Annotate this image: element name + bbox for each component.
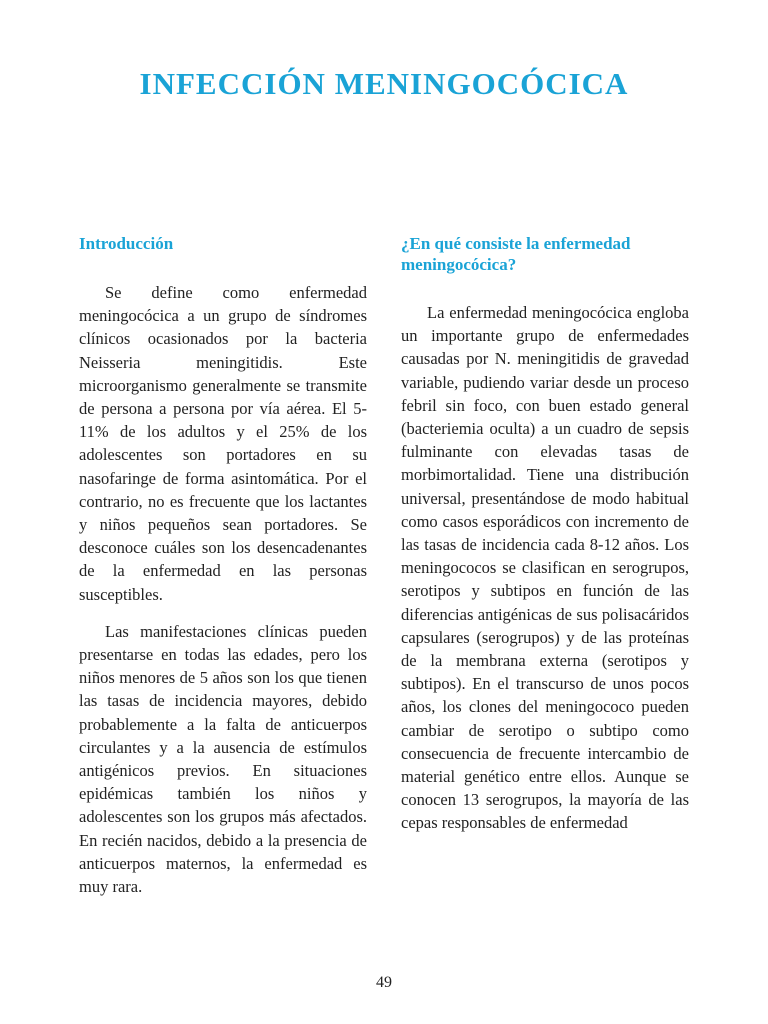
paragraph: Se define como enfermedad meningocócica a un grupo de síndromes clínicos ocasionados por la bacteria Neisseria meningitidis. Este microorganismo generalmente se transmite de persona a persona por vía aérea. El 5-11% de los adultos y el 25% de los adolescentes son portadores en su nasofaringe de forma asintomática. Por el contrario, no es frecuente que los lactantes y niños pequeños sean portadores. Se desconoce cuáles son los desencadenantes de la enfermedad en las personas susceptibles. [79,283,367,604]
page-title: INFECCIÓN MENINGOCÓCICA [139,66,629,101]
right-column [401,230,689,849]
section-heading-en-que-consiste: ¿En qué consiste la enfermedad meningocócica? [401,234,631,274]
paragraph: La enfermedad meningocócica engloba un importante grupo de enfermedades causadas por N. meningitidis de gravedad variable, pudiendo variar desde un proceso febril sin foco, con buen estado general (bacteriemia oculta) a un cuadro de sepsis fulminante con elevadas tasas de morbimortalidad. Tiene una distribución universal, presentándose de modo habitual como casos esporádicos con incremento de las tasas de incidencia cada 8-12 años. Los meningococos se clasifican en serogrupos, serotipos y subtipos en función de las diferencias antigénicas de sus polisacáridos capsulares (serogrupos) y de las proteínas de la membrana externa (serotipos y subtipos). En el transcurso de unos pocos años, los clones del meningococo pueden cambiar de serotipo o subtipo como consecuencia de frecuente intercambio de material genético entre ellos. Aunque se conocen 13 serogrupos, la mayoría de las cepas responsables de enfermedad [401,303,689,833]
page-number: 49 [376,974,392,991]
paragraph: Las manifestaciones clínicas pueden presentarse en todas las edades, pero los niños menores de 5 años son los que tienen las tasas de incidencia mayores, debido probablemente a la falta de anticuerpos circulantes y a la ausencia de estímulos antigénicos previos. En situaciones epidémicas también los niños y adolescentes son los grupos más afectados. En recién nacidos, debido a la presencia de anticuerpos maternos, la enfermedad es muy rara. [79,621,367,897]
left-column [79,230,367,912]
section-heading-introduccion: Introducción [79,234,174,253]
